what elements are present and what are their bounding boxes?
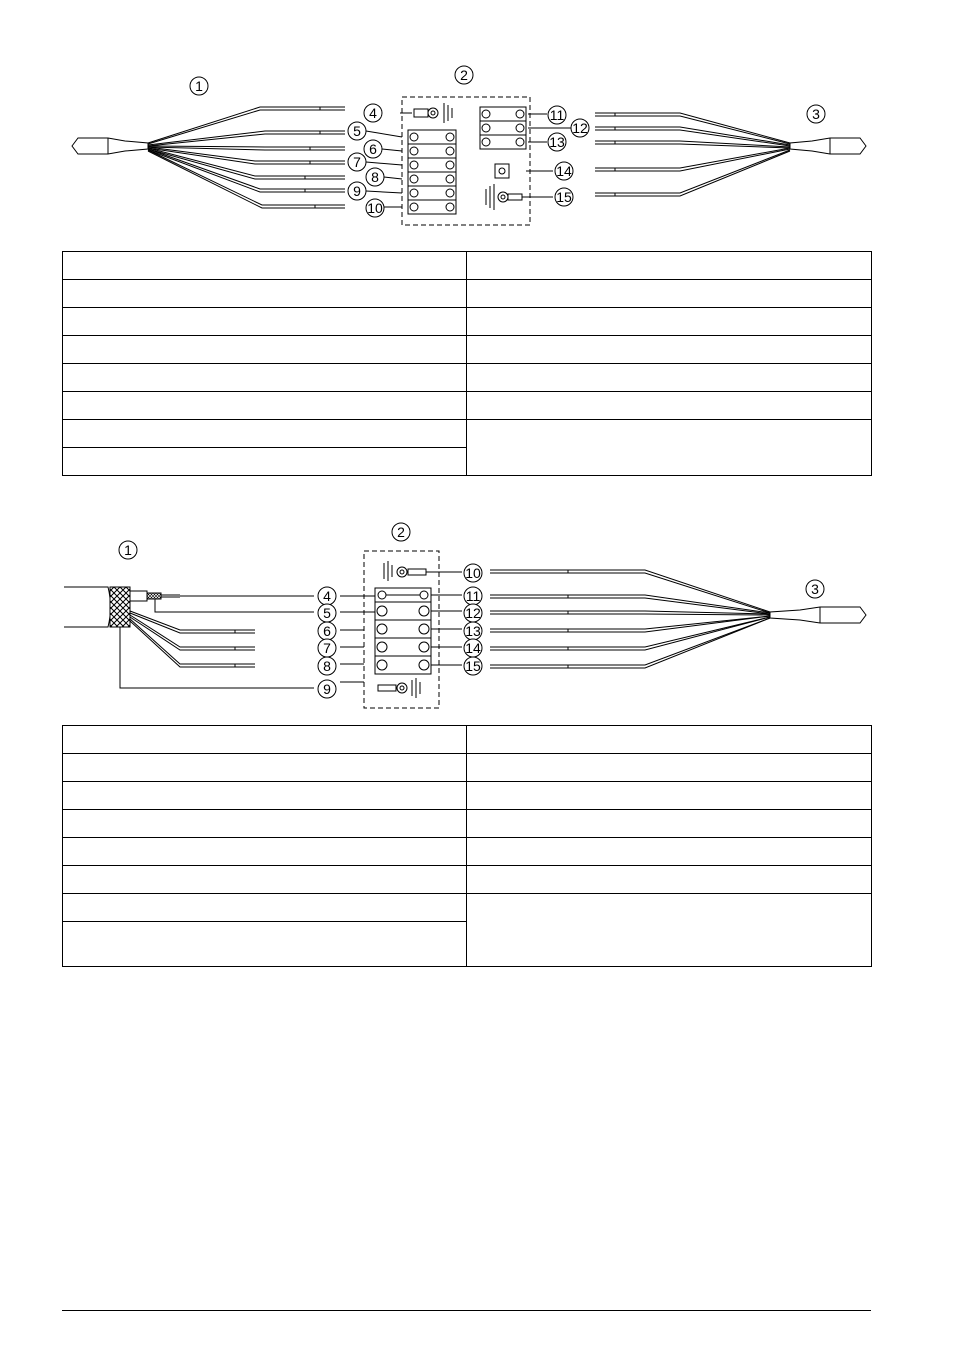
cable-end-right xyxy=(790,138,866,154)
table-cell xyxy=(63,754,467,782)
table-cell xyxy=(63,782,467,810)
table-cell xyxy=(63,252,467,280)
table-row xyxy=(63,838,872,866)
table-cell xyxy=(467,280,872,308)
callout-12-label: 12 xyxy=(572,120,588,136)
table-cell-merged xyxy=(467,420,872,476)
callout-3-label: 3 xyxy=(811,581,819,597)
callout-9-label: 9 xyxy=(353,183,361,199)
wiring-diagram-top-svg xyxy=(0,55,953,235)
callout-14-label: 14 xyxy=(556,163,572,179)
table-row xyxy=(63,420,872,448)
table-cell xyxy=(467,308,872,336)
table-cell xyxy=(63,280,467,308)
table-row xyxy=(63,782,872,810)
table-cell xyxy=(467,810,872,838)
table-cell-merged xyxy=(467,894,872,967)
table-cell xyxy=(467,392,872,420)
table-cell xyxy=(63,308,467,336)
callout-5-label: 5 xyxy=(353,123,361,139)
cable-shield-braid xyxy=(110,587,130,627)
legend-table-top xyxy=(62,251,872,476)
table-row xyxy=(63,726,872,754)
callout-2-label: 2 xyxy=(460,67,468,83)
wiring-diagram-bottom xyxy=(0,515,953,715)
callout-4-label: 4 xyxy=(369,105,377,121)
table-cell xyxy=(467,782,872,810)
callout-9-label: 9 xyxy=(323,681,331,697)
cable-end-right-bottom xyxy=(770,607,866,623)
table-cell xyxy=(467,838,872,866)
callout-15-label: 15 xyxy=(465,658,481,674)
junction-box-top xyxy=(402,97,530,225)
table-cell xyxy=(63,364,467,392)
callout-15-label: 15 xyxy=(556,189,572,205)
wiring-diagram-bottom-svg xyxy=(0,515,953,715)
callout-11-label: 11 xyxy=(549,107,565,123)
table-cell xyxy=(467,866,872,894)
table-cell xyxy=(63,420,467,448)
callout-12-label: 12 xyxy=(465,605,481,621)
callout-6-label: 6 xyxy=(323,623,331,639)
table-row xyxy=(63,392,872,420)
callout-10-label: 10 xyxy=(367,200,383,216)
table-row xyxy=(63,336,872,364)
table-cell xyxy=(467,754,872,782)
shielded-cable xyxy=(64,587,111,627)
legend-table-bottom xyxy=(62,725,872,967)
callout-1-label: 1 xyxy=(195,78,203,94)
callout-1-label: 1 xyxy=(124,542,132,558)
table-cell xyxy=(467,726,872,754)
table-cell xyxy=(63,894,467,922)
callout-5-label: 5 xyxy=(323,605,331,621)
table-row xyxy=(63,866,872,894)
callout-14-label: 14 xyxy=(465,640,481,656)
callout-3-label: 3 xyxy=(812,106,820,122)
table-row xyxy=(63,754,872,782)
wiring-diagram-top xyxy=(0,55,953,235)
table-row xyxy=(63,280,872,308)
table-cell xyxy=(467,364,872,392)
callout-4-label: 4 xyxy=(323,588,331,604)
table-row xyxy=(63,894,872,922)
table-row xyxy=(63,308,872,336)
cable-end-left xyxy=(72,138,148,154)
callout-8-label: 8 xyxy=(323,658,331,674)
table-cell xyxy=(63,838,467,866)
table-cell xyxy=(63,810,467,838)
callout-13-label: 13 xyxy=(549,134,565,150)
callout-7-label: 7 xyxy=(323,640,331,656)
callout-8-label: 8 xyxy=(371,169,379,185)
table-row xyxy=(63,810,872,838)
table-cell xyxy=(63,866,467,894)
callout-6-label: 6 xyxy=(369,141,377,157)
table-row xyxy=(63,364,872,392)
callout-11-label: 11 xyxy=(465,588,481,604)
table-cell xyxy=(63,726,467,754)
callout-2-label: 2 xyxy=(397,524,405,540)
table-row xyxy=(63,252,872,280)
table-cell xyxy=(63,336,467,364)
table-cell xyxy=(467,252,872,280)
footer-rule xyxy=(62,1310,871,1311)
table-cell xyxy=(63,922,467,967)
table-cell xyxy=(63,448,467,476)
callout-13-label: 13 xyxy=(465,623,481,639)
table-cell xyxy=(63,392,467,420)
callout-10-label: 10 xyxy=(465,565,481,581)
table-cell xyxy=(467,336,872,364)
callout-7-label: 7 xyxy=(353,154,361,170)
